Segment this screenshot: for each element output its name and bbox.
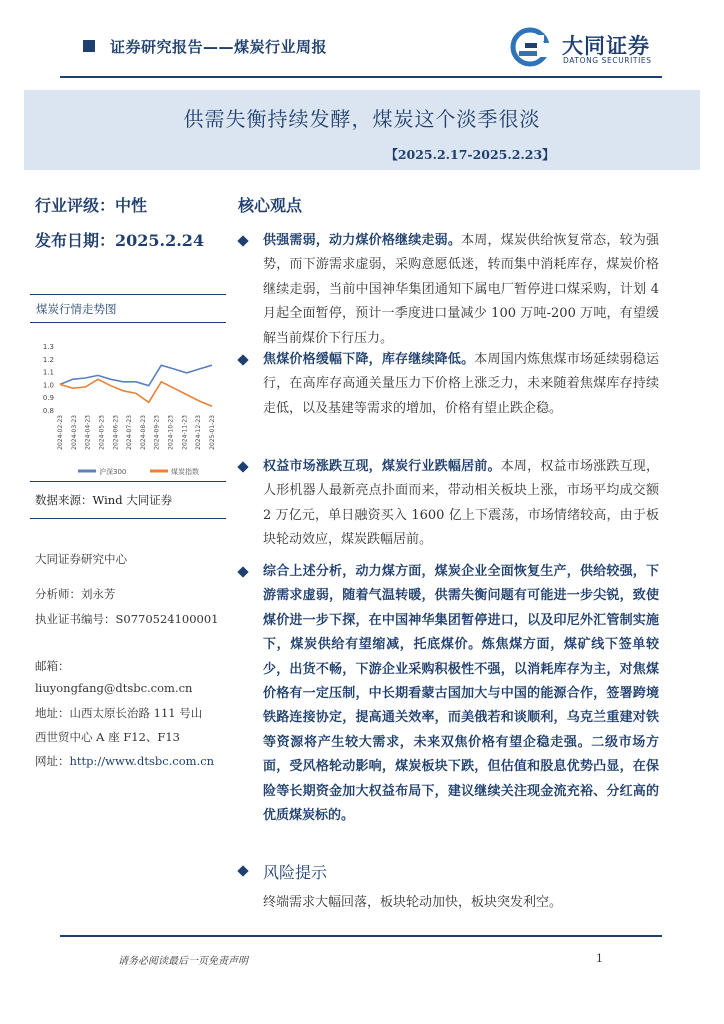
diamond-bullet-icon <box>238 462 248 472</box>
report-title: 供需失衡持续发酵，煤炭这个淡季很淡 <box>183 107 541 131</box>
diamond-bullet-icon <box>238 866 248 876</box>
chart-title-divider <box>30 322 226 323</box>
publish-date: 发布日期：2025.2.24 <box>35 231 205 250</box>
x-tick-label: 2024-04-23 <box>84 415 92 450</box>
website-link[interactable]: http://www.dtsbc.com.cn <box>69 754 215 768</box>
brand-name-en: DATONG SECURITIES <box>563 56 652 65</box>
risk-heading: 风险提示 <box>263 863 328 882</box>
address-line-2: 西世贸中心 A 座 F12、F13 <box>35 730 180 744</box>
core-point-1-body: 本周，煤炭供给恢复常态，较为强势，而下游需求虚弱，采购意愿低迷，转而集中消耗库存，煤炭价格继续走弱，当前中国神华集团通知下属电厂暂停进口煤采购，计划 4 月起全面暂停，预计一季度进口量减少 100 万吨-200 万吨，有望缓解当前煤价下行压力。 <box>263 233 659 346</box>
research-institute: 大同证券研究中心 <box>35 552 127 566</box>
y-tick-label: 0.8 <box>42 407 54 415</box>
left-divider <box>30 518 226 519</box>
data-source: 数据来源：Wind 大同证券 <box>35 493 173 507</box>
website-label: 网址： <box>35 754 70 768</box>
x-tick-label: 2025-01-23 <box>209 415 216 450</box>
diamond-bullet-icon <box>238 355 248 365</box>
core-point-1-lead: 供强需弱，动力煤价格继续走弱。 <box>263 233 462 248</box>
core-point-3-body: 本周，权益市场涨跌互现，人形机器人最新亮点扑面而来，带动相关板块上涨，市场平均成交额 2 万亿元，单日融资买入 1600 亿上下震荡，市场情绪较高，由于板块轮动效应，煤炭跌幅居前。 <box>263 459 659 548</box>
header-divider <box>60 76 662 78</box>
header-square-icon <box>83 40 95 52</box>
x-tick-label: 2024-02-23 <box>57 415 64 450</box>
page-number: 1 <box>596 952 603 965</box>
series-line-2 <box>60 379 212 406</box>
core-views-heading: 核心观点 <box>238 196 303 215</box>
core-point-summary: 综合上述分析，动力煤方面，煤炭企业全面恢复生产，供给较强，下游需求虚弱，随着气温转暖，供需失衡问题有可能进一步尖锐，致使煤价进一步下探，在中国神华集团暂停进口，以及印尼外汇管制实施下，煤炭供给有望缩减，托底煤价。炼焦煤方面，煤矿线下签单较少，出货不畅，下游企业采购积极性不强，以消耗库存为主，对焦煤价格有一定压制，中长期看蒙古国加大与中国的能源合作，签署跨境铁路连接协定，提高通关效率，而美俄若和谈顺利，乌克兰重建对铁等资源将产生较大需求，未来双焦价格有望企稳走强。二级市场方面，受风格轮动影响，煤炭板块下跌，但估值和股息优势凸显，在保险等长期资金加大权益布局下，建议继续关注现金流充裕、分红高的优质煤炭标的。 <box>263 564 659 824</box>
y-tick-label: 1.0 <box>42 381 54 390</box>
risk-text: 终端需求大幅回落，板块轮动加快，板块突发利空。 <box>263 895 563 910</box>
x-tick-label: 2024-06-23 <box>112 415 120 450</box>
core-point-1 <box>263 229 659 351</box>
market-trend-chart <box>30 330 226 480</box>
core-point-3 <box>263 455 659 553</box>
datong-logo-icon <box>510 27 554 67</box>
y-tick-label: 1.1 <box>42 368 54 377</box>
email-label: 邮箱： <box>35 659 70 673</box>
x-tick-label: 2024-12-23 <box>195 415 203 450</box>
x-tick-label: 2024-10-23 <box>167 415 175 450</box>
series-line-1 <box>60 365 212 386</box>
report-date-range: 【2025.2.17-2025.2.23】 <box>385 147 555 162</box>
report-type-title: 证券研究报告——煤炭行业周报 <box>110 38 328 56</box>
address-line-1: 地址：山西太原长治路 111 号山 <box>35 706 203 720</box>
x-tick-label: 2024-07-23 <box>126 415 134 450</box>
brand-name-cn: 大同证券 <box>562 34 650 58</box>
footer-divider <box>60 935 662 937</box>
diamond-bullet-icon <box>238 236 248 246</box>
x-tick-label: 2024-05-23 <box>98 415 106 450</box>
x-tick-label: 2024-11-23 <box>181 415 189 450</box>
y-tick-label: 1.2 <box>42 355 54 364</box>
x-tick-label: 2024-03-23 <box>70 415 78 450</box>
website-row <box>35 753 214 769</box>
y-tick-label: 0.9 <box>42 394 54 403</box>
core-point-3-lead: 权益市场涨跌互现，煤炭行业跌幅居前。 <box>263 459 501 474</box>
legend-label: 沪深300 <box>99 468 127 476</box>
email-address[interactable]: liuyongfang@dtsbc.com.cn <box>35 681 193 695</box>
x-tick-label: 2024-09-23 <box>153 415 161 450</box>
x-tick-label: 2024-08-23 <box>139 415 147 450</box>
diamond-bullet-icon <box>238 567 248 577</box>
analyst-name: 分析师：刘永芳 <box>35 587 116 601</box>
license-number: 执业证书编号：S0770524100001 <box>35 612 219 626</box>
y-tick-label: 1.3 <box>42 343 54 351</box>
disclaimer-notice: 请务必阅读最后一页免责声明 <box>118 956 248 967</box>
core-point-2 <box>263 348 659 421</box>
legend-label: 煤炭指数 <box>171 468 199 476</box>
core-point-2-lead: 焦煤价格缓幅下降，库存继续降低。 <box>263 352 475 367</box>
chart-title: 煤炭行情走势图 <box>36 302 117 316</box>
industry-rating: 行业评级：中性 <box>35 196 148 215</box>
core-point-2-body: 本周国内炼焦煤市场延续弱稳运行，在高库存高通关量压力下价格上涨乏力，未来随着焦煤库存持续走低，以及基建等需求的增加，价格有望止跌企稳。 <box>263 352 659 416</box>
